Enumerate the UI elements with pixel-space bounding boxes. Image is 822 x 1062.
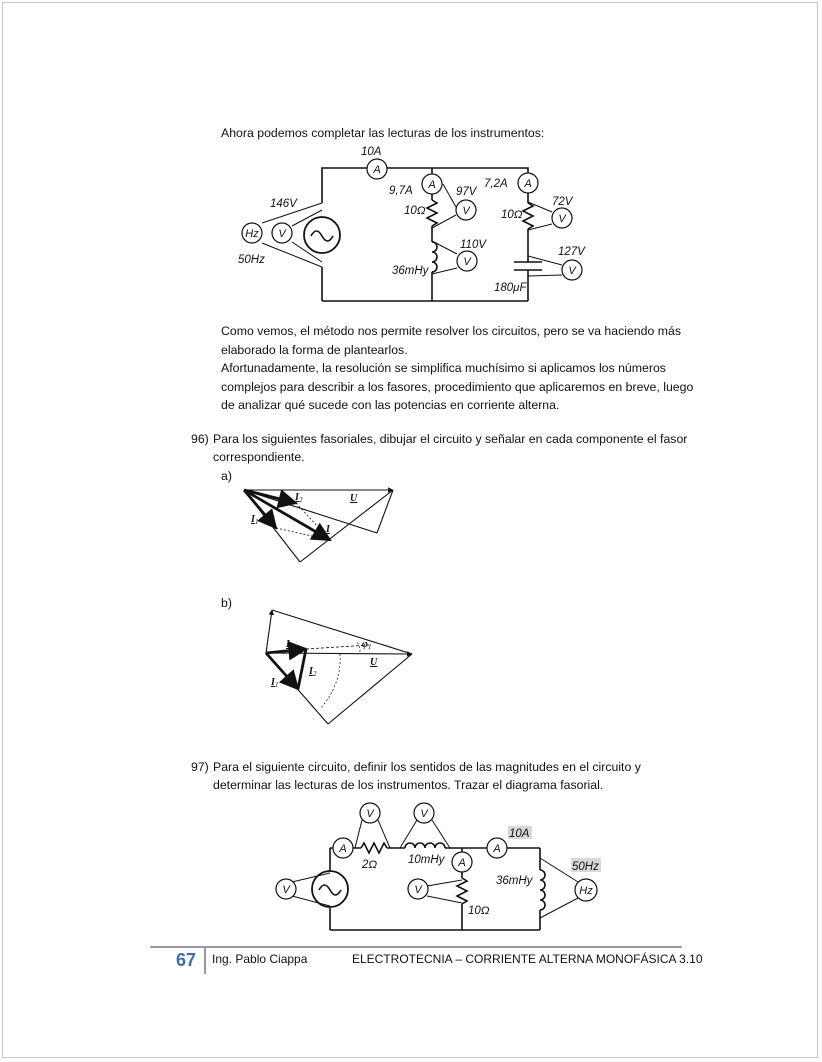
label-l1: 36mHy bbox=[392, 265, 429, 277]
svg-text:V: V bbox=[414, 884, 422, 896]
footer-title: ELECTROTECNIA – CORRIENTE ALTERNA MONOFÁSICA 3.10 bbox=[352, 952, 703, 966]
label-v-r2: 72V bbox=[552, 196, 573, 208]
phasor-a-i1: I bbox=[251, 514, 255, 525]
svg-text:Hz: Hz bbox=[579, 885, 593, 897]
label-i-total: 10A bbox=[361, 146, 382, 158]
label-r2: 10Ω bbox=[468, 905, 490, 917]
paragraph-1-line-1: Como vemos, el método nos permite resolver los circuitos, pero se va haciendo más bbox=[221, 324, 681, 338]
svg-text:A: A bbox=[428, 179, 436, 191]
paragraph-1-line-5: de analizar qué sucede con las potencias en corriente alterna. bbox=[221, 398, 560, 412]
label-i-branch1: 9,7A bbox=[389, 185, 413, 197]
svg-text:A: A bbox=[339, 843, 347, 855]
svg-text:V: V bbox=[420, 808, 428, 820]
problem-96-line-1: Para los siguientes fasoriales, dibujar el circuito y señalar en cada componente el fasor bbox=[213, 432, 688, 446]
svg-text:1: 1 bbox=[255, 518, 259, 526]
label-i-branch2: 7,2A bbox=[484, 178, 508, 190]
svg-text:Hz: Hz bbox=[245, 228, 259, 240]
svg-text:V: V bbox=[282, 884, 290, 896]
phasor-b-i1: I bbox=[271, 677, 275, 688]
problem-96-part-b-label: b) bbox=[221, 596, 232, 610]
svg-text:A: A bbox=[493, 843, 501, 855]
label-freq-reading: 50Hz bbox=[572, 861, 599, 873]
svg-text:2: 2 bbox=[299, 496, 303, 504]
svg-text:A: A bbox=[458, 857, 466, 869]
footer-author: Ing. Pablo Ciappa bbox=[212, 952, 308, 966]
svg-text:1: 1 bbox=[275, 681, 279, 689]
paragraph-1-line-3: Afortunadamente, la resolución se simplifica muchísimo si aplicamos los números bbox=[221, 361, 666, 375]
svg-text:V: V bbox=[366, 808, 374, 820]
problem-97-line-2: determinar las lecturas de los instrumentos. Trazar el diagrama fasorial. bbox=[213, 778, 604, 792]
phasor-a-u: U bbox=[350, 493, 358, 504]
phasor-b-i: I bbox=[286, 639, 290, 650]
svg-text:A: A bbox=[524, 178, 532, 190]
paragraph-1-line-2: elaborado la forma de plantearlos. bbox=[221, 343, 408, 357]
phasor-b-i2: I bbox=[309, 666, 313, 677]
label-r1: 2Ω bbox=[362, 859, 378, 871]
problem-97-line-1: Para el siguiente circuito, definir los sentidos de las magnitudes en el circuito y bbox=[213, 760, 641, 774]
label-r1: 10Ω bbox=[404, 205, 426, 217]
label-l2: 36mHy bbox=[496, 875, 533, 887]
svg-text:V: V bbox=[558, 213, 566, 225]
label-freq: 50Hz bbox=[238, 254, 265, 266]
svg-text:A: A bbox=[373, 164, 381, 176]
problem-96-number: 96) bbox=[191, 432, 209, 446]
label-i-reading: 10A bbox=[509, 828, 530, 840]
phasor-b-u: U bbox=[370, 657, 378, 668]
phasor-a-i2: I bbox=[295, 492, 299, 503]
label-v-r1: 97V bbox=[456, 186, 477, 198]
footer-rule bbox=[150, 946, 682, 948]
label-l1: 10mHy bbox=[408, 854, 445, 866]
label-v-source: 146V bbox=[270, 198, 297, 210]
label-v-c1: 127V bbox=[558, 246, 585, 258]
svg-text:V: V bbox=[462, 205, 470, 217]
problem-96-line-2: correspondiente. bbox=[213, 450, 305, 464]
footer-separator bbox=[204, 948, 206, 974]
phasor-b-phi: φ bbox=[362, 639, 368, 650]
label-v-l1: 110V bbox=[460, 239, 487, 251]
label-c1: 180μF bbox=[494, 282, 527, 294]
svg-text:V: V bbox=[568, 265, 576, 277]
svg-text:1: 1 bbox=[368, 643, 372, 651]
label-r2: 10Ω bbox=[501, 209, 523, 221]
svg-text:V: V bbox=[278, 228, 286, 240]
paragraph-1-line-4: complejos para describir a los fasores, procedimiento que aplicaremos en breve, luego bbox=[221, 380, 694, 394]
svg-text:V: V bbox=[463, 256, 471, 268]
problem-97-number: 97) bbox=[191, 760, 209, 774]
problem-96-part-a-label: a) bbox=[221, 469, 232, 483]
intro-text: Ahora podemos completar las lecturas de los instrumentos: bbox=[221, 126, 545, 140]
phasor-a-i: I bbox=[326, 524, 330, 535]
page-number: 67 bbox=[176, 950, 197, 970]
svg-text:2: 2 bbox=[313, 670, 317, 678]
